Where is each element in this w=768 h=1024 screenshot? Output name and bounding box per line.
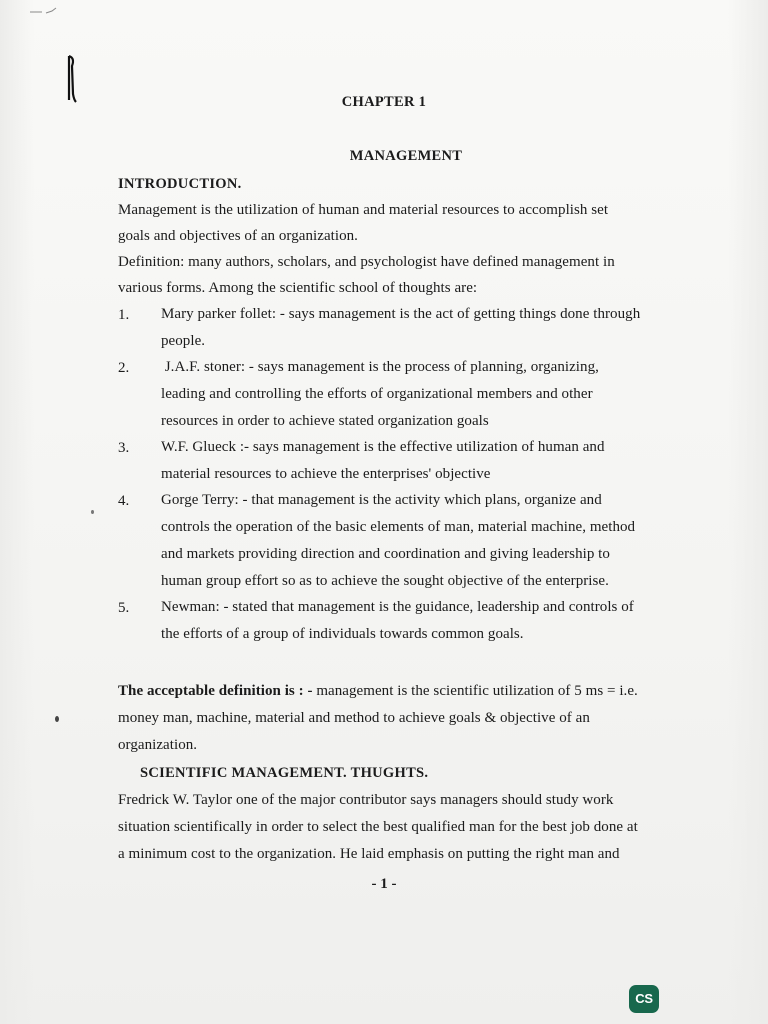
acceptable-definition-line: money man, machine, material and method to achieve goals & objective of an [118, 710, 590, 726]
scan-speck [55, 716, 59, 722]
list-item-number: 4. [118, 493, 130, 509]
document-title: MANAGEMENT [349, 148, 463, 164]
list-item-number: 2. [118, 360, 130, 376]
introduction-heading: INTRODUCTION. [118, 176, 242, 192]
list-item-line: Mary parker follet: - says management is the act of getting things done through [161, 306, 641, 322]
acceptable-definition-label: The acceptable definition is : - [118, 683, 313, 699]
camscanner-logo-icon: CS [629, 985, 659, 1013]
taylor-line: Fredrick W. Taylor one of the major contributor says managers should study work [118, 792, 614, 808]
list-item-line: leading and controlling the efforts of organizational members and other [161, 386, 593, 402]
chapter-heading: CHAPTER 1 [341, 94, 427, 110]
intro-line: various forms. Among the scientific school of thoughts are: [118, 280, 478, 296]
list-item-line: human group effort so as to achieve the sought objective of the enterprise. [161, 573, 609, 589]
list-item-line: material resources to achieve the enterprises' objective [161, 466, 491, 482]
intro-line: goals and objectives of an organization. [118, 228, 358, 244]
scan-speck [91, 510, 94, 514]
list-item-line: Newman: - stated that management is the guidance, leadership and controls of [161, 599, 634, 615]
taylor-line: situation scientifically in order to select the best qualified man for the best job done at [118, 819, 638, 835]
list-item-line: Gorge Terry: - that management is the activity which plans, organize and [161, 492, 602, 508]
list-item-number: 3. [118, 440, 130, 456]
list-item-line: controls the operation of the basic elements of man, material machine, method [161, 519, 636, 535]
list-item-number: 1. [118, 307, 130, 323]
scientific-management-heading: SCIENTIFIC MANAGEMENT. THUGHTS. [140, 765, 429, 781]
acceptable-definition-line: organization. [118, 737, 198, 753]
list-item-line: J.A.F. stoner: - says management is the process of planning, organizing, [161, 359, 599, 375]
acceptable-definition-line [118, 681, 638, 701]
list-item-line: and markets providing direction and coordination and giving leadership to [161, 546, 610, 562]
pen-mark-top [28, 6, 62, 16]
list-item-line: people. [161, 333, 206, 349]
list-item-line: W.F. Glueck :- says management is the effective utilization of human and [161, 439, 605, 455]
list-item-line: the efforts of a group of individuals towards common goals. [161, 626, 524, 642]
list-item-number: 5. [118, 600, 130, 616]
taylor-line: a minimum cost to the organization. He laid emphasis on putting the right man and [118, 846, 620, 862]
intro-line: Management is the utilization of human and material resources to accomplish set [118, 202, 609, 218]
page-number: - 1 - [371, 876, 397, 892]
intro-line: Definition: many authors, scholars, and psychologist have defined management in [118, 254, 615, 270]
acceptable-definition-text: management is the scientific utilization of 5 ms = i.e. [312, 683, 638, 699]
list-item-line: resources in order to achieve stated organization goals [161, 413, 489, 429]
